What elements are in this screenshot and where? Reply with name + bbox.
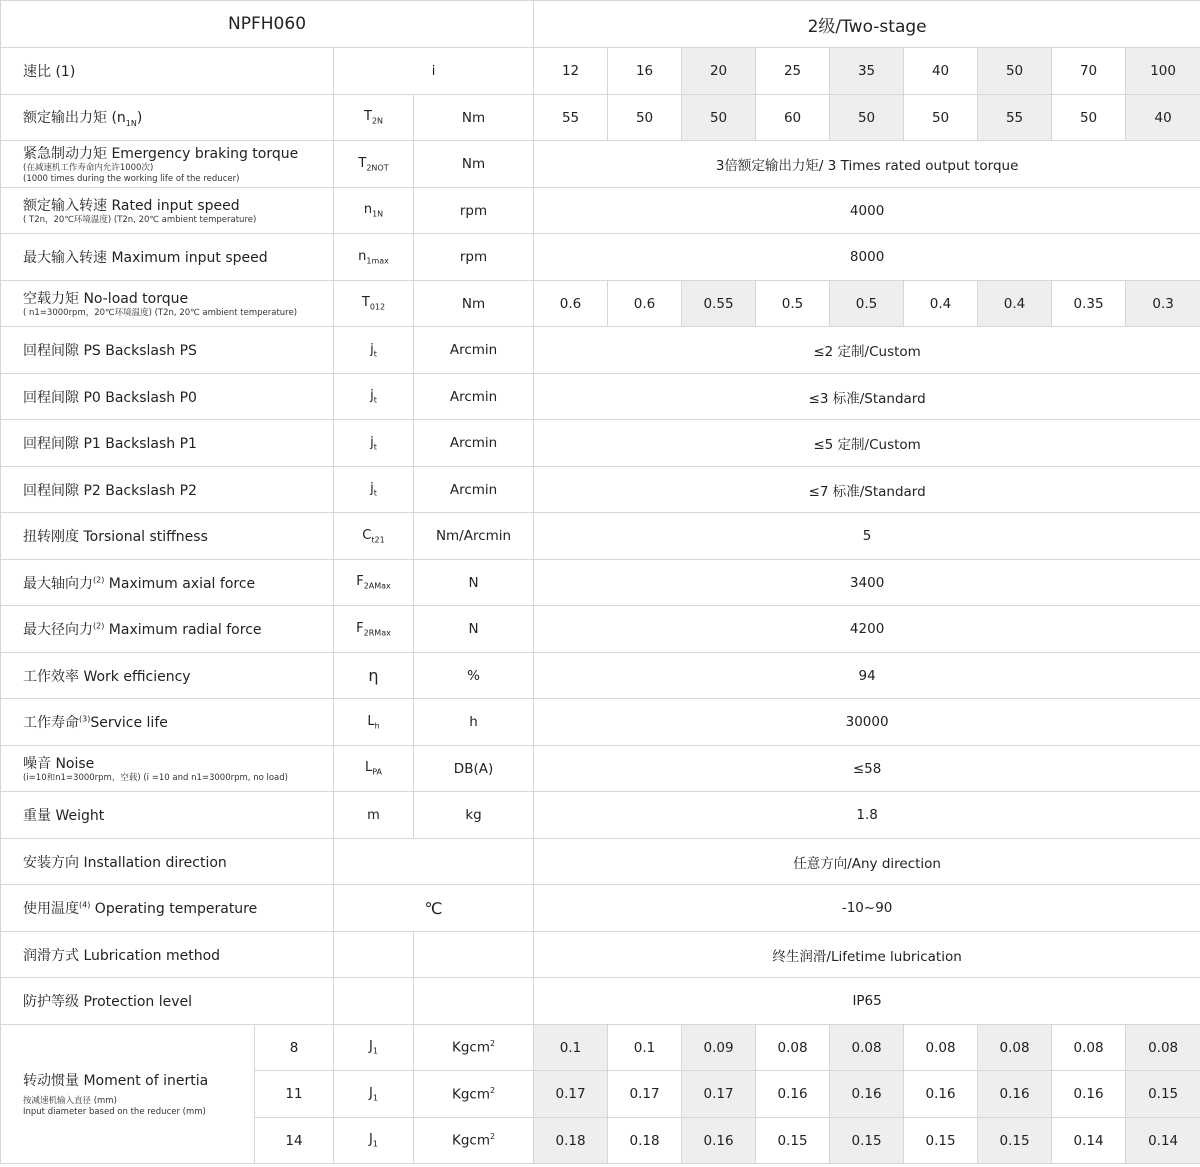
- inertia-value: 0.16: [756, 1071, 830, 1118]
- backlash-ps-value: ≤2 定制/Custom: [534, 327, 1200, 374]
- rated-torque-symbol: $T_{2N}$: [334, 95, 414, 141]
- inertia-unit: Kgcm$^2$: [414, 1071, 534, 1118]
- no-load-value: 0.6: [608, 281, 682, 327]
- protection-row: [1, 978, 1200, 1025]
- inertia-value: 0.08: [904, 1025, 978, 1071]
- emergency-row: [1, 141, 1200, 188]
- no-load-value: 0.35: [1052, 281, 1126, 327]
- no-load-label: 空载力矩 No-load torque ( n1=3000rpm，20℃环境温度) (T2n, 20℃ ambient temperature): [1, 281, 334, 327]
- noise-symbol: $L_{PA}$: [334, 746, 414, 792]
- radial-force-unit: N: [414, 606, 534, 653]
- efficiency-unit: %: [414, 653, 534, 699]
- no-load-row: [1, 281, 1200, 327]
- inertia-diameter: 8: [255, 1025, 334, 1071]
- temperature-unit: ℃: [334, 885, 534, 932]
- no-load-value: 0.4: [904, 281, 978, 327]
- axial-force-unit: N: [414, 560, 534, 606]
- backlash-ps-label: 回程间隙 PS Backslash PS: [1, 327, 334, 374]
- no-load-value: 0.5: [756, 281, 830, 327]
- weight-label: 重量 Weight: [1, 792, 334, 839]
- emergency-label: 紧急制动力矩 Emergency braking torque (在减速机工作寿命内允许1000次) (1000 times during the working life of the reducer): [1, 141, 334, 188]
- max-speed-label: 最大输入转速 Maximum input speed: [1, 234, 334, 281]
- axial-force-symbol: $F_{2AMax}$: [334, 560, 414, 606]
- ratio-symbol: i: [334, 48, 534, 95]
- ratio-value: 20: [682, 48, 756, 95]
- emergency-symbol: $T_{2NOT}$: [334, 141, 414, 188]
- inertia-value: 0.09: [682, 1025, 756, 1071]
- efficiency-row: [1, 653, 1200, 699]
- stiffness-label: 扭转刚度 Torsional stiffness: [1, 513, 334, 560]
- backlash-p2-value: ≤7 标准/Standard: [534, 467, 1200, 513]
- inertia-symbol: $J_1$: [334, 1025, 414, 1071]
- backlash-p0-unit: Arcmin: [414, 374, 534, 420]
- inertia-value: 0.08: [1052, 1025, 1126, 1071]
- rated-torque-value: 50: [904, 95, 978, 141]
- max-speed-row: [1, 234, 1200, 281]
- ratio-value: 40: [904, 48, 978, 95]
- rated-torque-value: 50: [1052, 95, 1126, 141]
- no-load-value: 0.3: [1126, 281, 1200, 327]
- axial-force-value: 3400: [534, 560, 1200, 606]
- radial-force-symbol: $F_{2RMax}$: [334, 606, 414, 653]
- max-speed-value: 8000: [534, 234, 1200, 281]
- radial-force-row: [1, 606, 1200, 653]
- no-load-value: 0.55: [682, 281, 756, 327]
- weight-row: [1, 792, 1200, 839]
- stiffness-symbol: $C_{t21}$: [334, 513, 414, 560]
- ratio-row: [1, 48, 1200, 95]
- lubrication-row: [1, 932, 1200, 978]
- inertia-value: 0.15: [756, 1118, 830, 1164]
- installation-label: 安装方向 Installation direction: [1, 839, 334, 885]
- ratio-value: 25: [756, 48, 830, 95]
- backlash-p1-unit: Arcmin: [414, 420, 534, 467]
- header-row: [1, 1, 1200, 48]
- backlash-p1-label: 回程间隙 P1 Backslash P1: [1, 420, 334, 467]
- installation-empty: [334, 839, 534, 885]
- model-name: NPFH060: [1, 1, 534, 48]
- rated-torque-value: 40: [1126, 95, 1200, 141]
- inertia-diameter: 11: [255, 1071, 334, 1118]
- axial-force-label: 最大轴向力$^{(2)}$ Maximum axial force: [1, 560, 334, 606]
- max-speed-unit: rpm: [414, 234, 534, 281]
- inertia-value: 0.08: [830, 1025, 904, 1071]
- stiffness-value: 5: [534, 513, 1200, 560]
- emergency-unit: Nm: [414, 141, 534, 188]
- service-life-label: 工作寿命$^{(3)}$Service life: [1, 699, 334, 746]
- temperature-value: -10~90: [534, 885, 1200, 932]
- emergency-value: 3倍额定输出力矩/ 3 Times rated output torque: [534, 141, 1200, 188]
- rated-torque-value: 50: [682, 95, 756, 141]
- noise-unit: DB(A): [414, 746, 534, 792]
- temperature-row: [1, 885, 1200, 932]
- rated-torque-value: 55: [978, 95, 1052, 141]
- inertia-value: 0.08: [978, 1025, 1052, 1071]
- ratio-value: 16: [608, 48, 682, 95]
- backlash-p2-unit: Arcmin: [414, 467, 534, 513]
- rated-torque-value: 50: [608, 95, 682, 141]
- protection-value: IP65: [534, 978, 1200, 1025]
- inertia-value: 0.17: [534, 1071, 608, 1118]
- lubrication-empty: [414, 932, 534, 978]
- inertia-value: 0.15: [830, 1118, 904, 1164]
- service-life-symbol: $L_h$: [334, 699, 414, 746]
- no-load-unit: Nm: [414, 281, 534, 327]
- service-life-row: [1, 699, 1200, 746]
- inertia-unit: Kgcm$^2$: [414, 1118, 534, 1164]
- rated-torque-value: 60: [756, 95, 830, 141]
- ratio-value: 35: [830, 48, 904, 95]
- inertia-symbol: $J_1$: [334, 1071, 414, 1118]
- inertia-value: 0.16: [1052, 1071, 1126, 1118]
- no-load-value: 0.6: [534, 281, 608, 327]
- inertia-value: 0.14: [1126, 1118, 1200, 1164]
- installation-value: 任意方向/Any direction: [534, 839, 1200, 885]
- protection-empty: [334, 978, 414, 1025]
- backlash-p1-row: [1, 420, 1200, 467]
- no-load-value: 0.5: [830, 281, 904, 327]
- inertia-value: 0.08: [756, 1025, 830, 1071]
- stiffness-unit: Nm/Arcmin: [414, 513, 534, 560]
- inertia-symbol: $J_1$: [334, 1118, 414, 1164]
- ratio-value: 50: [978, 48, 1052, 95]
- ratio-value: 70: [1052, 48, 1126, 95]
- stage-label: 2级/Two-stage: [534, 1, 1200, 48]
- inertia-value: 0.17: [682, 1071, 756, 1118]
- temperature-label: 使用温度$^{(4)}$ Operating temperature: [1, 885, 334, 932]
- rated-torque-unit: Nm: [414, 95, 534, 141]
- noise-label: 噪音 Noise (i=10和n1=3000rpm，空载) (i =10 and n1=3000rpm, no load): [1, 746, 334, 792]
- backlash-ps-symbol: $j_t$: [334, 327, 414, 374]
- inertia-value: 0.18: [534, 1118, 608, 1164]
- inertia-value: 0.15: [978, 1118, 1052, 1164]
- radial-force-label: 最大径向力$^{(2)}$ Maximum radial force: [1, 606, 334, 653]
- backlash-p1-symbol: $j_t$: [334, 420, 414, 467]
- lubrication-label: 润滑方式 Lubrication method: [1, 932, 334, 978]
- backlash-p0-symbol: $j_t$: [334, 374, 414, 420]
- no-load-value: 0.4: [978, 281, 1052, 327]
- rated-speed-row: [1, 188, 1200, 234]
- inertia-value: 0.08: [1126, 1025, 1200, 1071]
- inertia-value: 0.1: [534, 1025, 608, 1071]
- max-speed-symbol: $n_{1max}$: [334, 234, 414, 281]
- efficiency-label: 工作效率 Work efficiency: [1, 653, 334, 699]
- inertia-value: 0.16: [682, 1118, 756, 1164]
- efficiency-value: 94: [534, 653, 1200, 699]
- backlash-ps-unit: Arcmin: [414, 327, 534, 374]
- protection-empty: [414, 978, 534, 1025]
- noise-value: ≤58: [534, 746, 1200, 792]
- noise-row: [1, 746, 1200, 792]
- backlash-p2-label: 回程间隙 P2 Backslash P2: [1, 467, 334, 513]
- service-life-unit: h: [414, 699, 534, 746]
- inertia-value: 0.14: [1052, 1118, 1126, 1164]
- inertia-row: [1, 1025, 1200, 1071]
- inertia-label: 转动惯量 Moment of inertia 按减速机输入直径 (mm) Input diameter based on the reducer (mm): [1, 1025, 255, 1164]
- protection-label: 防护等级 Protection level: [1, 978, 334, 1025]
- rated-torque-value: 55: [534, 95, 608, 141]
- weight-value: 1.8: [534, 792, 1200, 839]
- rated-speed-symbol: $n_{1N}$: [334, 188, 414, 234]
- inertia-value: 0.16: [904, 1071, 978, 1118]
- rated-speed-unit: rpm: [414, 188, 534, 234]
- inertia-value: 0.18: [608, 1118, 682, 1164]
- rated-torque-row: [1, 95, 1200, 141]
- ratio-value: 12: [534, 48, 608, 95]
- inertia-diameter: 14: [255, 1118, 334, 1164]
- rated-speed-value: 4000: [534, 188, 1200, 234]
- inertia-value: 0.15: [904, 1118, 978, 1164]
- axial-force-row: [1, 560, 1200, 606]
- backlash-p1-value: ≤5 定制/Custom: [534, 420, 1200, 467]
- rated-torque-label: 额定输出力矩 $(n_{1N})$: [1, 95, 334, 141]
- no-load-symbol: $T_{012}$: [334, 281, 414, 327]
- lubrication-value: 终生润滑/Lifetime lubrication: [534, 932, 1200, 978]
- efficiency-symbol: η: [334, 653, 414, 699]
- weight-symbol: m: [334, 792, 414, 839]
- ratio-label: 速比 (1): [1, 48, 334, 95]
- inertia-value: 0.16: [978, 1071, 1052, 1118]
- inertia-value: 0.16: [830, 1071, 904, 1118]
- backlash-ps-row: [1, 327, 1200, 374]
- ratio-value: 100: [1126, 48, 1200, 95]
- installation-row: [1, 839, 1200, 885]
- lubrication-empty: [334, 932, 414, 978]
- backlash-p2-symbol: $j_t$: [334, 467, 414, 513]
- inertia-value: 0.1: [608, 1025, 682, 1071]
- rated-speed-label: 额定输入转速 Rated input speed ( T2n，20℃环境温度) (T2n, 20℃ ambient temperature): [1, 188, 334, 234]
- weight-unit: kg: [414, 792, 534, 839]
- stiffness-row: [1, 513, 1200, 560]
- inertia-value: 0.17: [608, 1071, 682, 1118]
- radial-force-value: 4200: [534, 606, 1200, 653]
- inertia-value: 0.15: [1126, 1071, 1200, 1118]
- backlash-p0-label: 回程间隙 P0 Backslash P0: [1, 374, 334, 420]
- rated-torque-value: 50: [830, 95, 904, 141]
- inertia-unit: Kgcm$^2$: [414, 1025, 534, 1071]
- backlash-p2-row: [1, 467, 1200, 513]
- service-life-value: 30000: [534, 699, 1200, 746]
- backlash-p0-value: ≤3 标准/Standard: [534, 374, 1200, 420]
- backlash-p0-row: [1, 374, 1200, 420]
